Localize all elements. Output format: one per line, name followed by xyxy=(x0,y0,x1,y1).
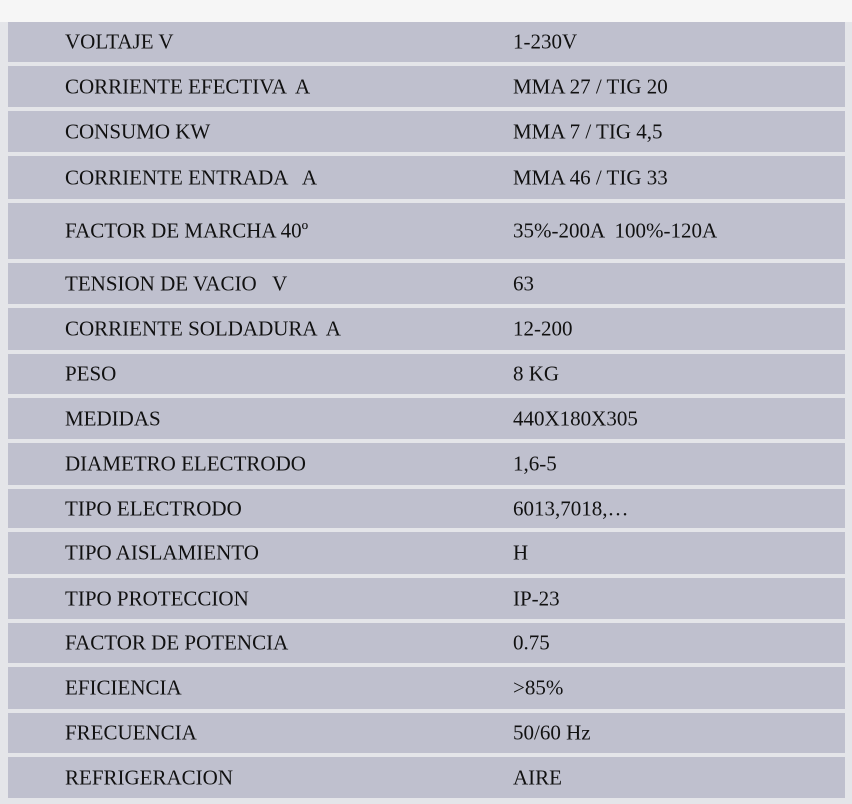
spec-value: H xyxy=(513,540,529,565)
table-row xyxy=(8,354,845,394)
table-row xyxy=(8,489,845,528)
spec-value: >85% xyxy=(513,675,564,700)
spec-label: CONSUMO KW xyxy=(65,119,211,143)
table-row xyxy=(8,308,845,350)
spec-label: MEDIDAS xyxy=(65,406,161,430)
spec-label: TIPO ELECTRODO xyxy=(65,496,242,520)
spec-label: FACTOR DE MARCHA 40º xyxy=(65,218,309,243)
spec-value: MMA 46 / TIG 33 xyxy=(513,165,668,189)
table-row xyxy=(8,156,845,199)
spec-label: FACTOR DE POTENCIA xyxy=(65,630,289,655)
table-row xyxy=(8,578,845,619)
spec-label: TENSION DE VACIO V xyxy=(65,271,288,295)
spec-label: FRECUENCIA xyxy=(65,720,197,745)
spec-value: MMA 7 / TIG 4,5 xyxy=(513,119,663,143)
spec-label: REFRIGERACION xyxy=(65,765,234,789)
spec-value: IP-23 xyxy=(513,586,560,610)
spec-value: 1-230V xyxy=(513,29,578,54)
spec-value: 35%-200A 100%-120A xyxy=(513,218,718,243)
table-row xyxy=(8,66,845,107)
spec-value: 50/60 Hz xyxy=(513,720,591,745)
page-margin xyxy=(0,0,852,22)
spec-value: 8 KG xyxy=(513,361,560,386)
spec-value: 0.75 xyxy=(513,630,550,655)
spec-label: TIPO PROTECCION xyxy=(65,586,249,610)
table-row xyxy=(8,263,845,304)
spec-label: EFICIENCIA xyxy=(65,675,182,700)
table-row xyxy=(8,443,845,485)
table-row xyxy=(8,623,845,663)
spec-label: VOLTAJE V xyxy=(65,29,174,54)
spec-value: MMA 27 / TIG 20 xyxy=(513,74,668,98)
spec-value: 1,6-5 xyxy=(513,451,557,476)
spec-value: 63 xyxy=(513,271,534,295)
spec-label: TIPO AISLAMIENTO xyxy=(65,540,259,565)
spec-label: DIAMETRO ELECTRODO xyxy=(65,451,306,476)
table-row xyxy=(8,398,845,439)
table-row xyxy=(8,667,845,709)
spec-value: 440X180X305 xyxy=(513,406,638,430)
spec-value: 6013,7018,… xyxy=(513,496,629,520)
table-row xyxy=(8,111,845,152)
table-row xyxy=(8,203,845,259)
spec-label: CORRIENTE ENTRADA A xyxy=(65,165,317,189)
table-row xyxy=(8,713,845,753)
table-row xyxy=(8,757,845,798)
spec-label: PESO xyxy=(65,361,117,386)
table-row xyxy=(8,532,845,574)
spec-label: CORRIENTE EFECTIVA A xyxy=(65,74,311,98)
spec-value: AIRE xyxy=(513,765,562,789)
spec-value: 12-200 xyxy=(513,316,573,341)
table-row xyxy=(8,22,845,62)
spec-label: CORRIENTE SOLDADURA A xyxy=(65,316,341,341)
